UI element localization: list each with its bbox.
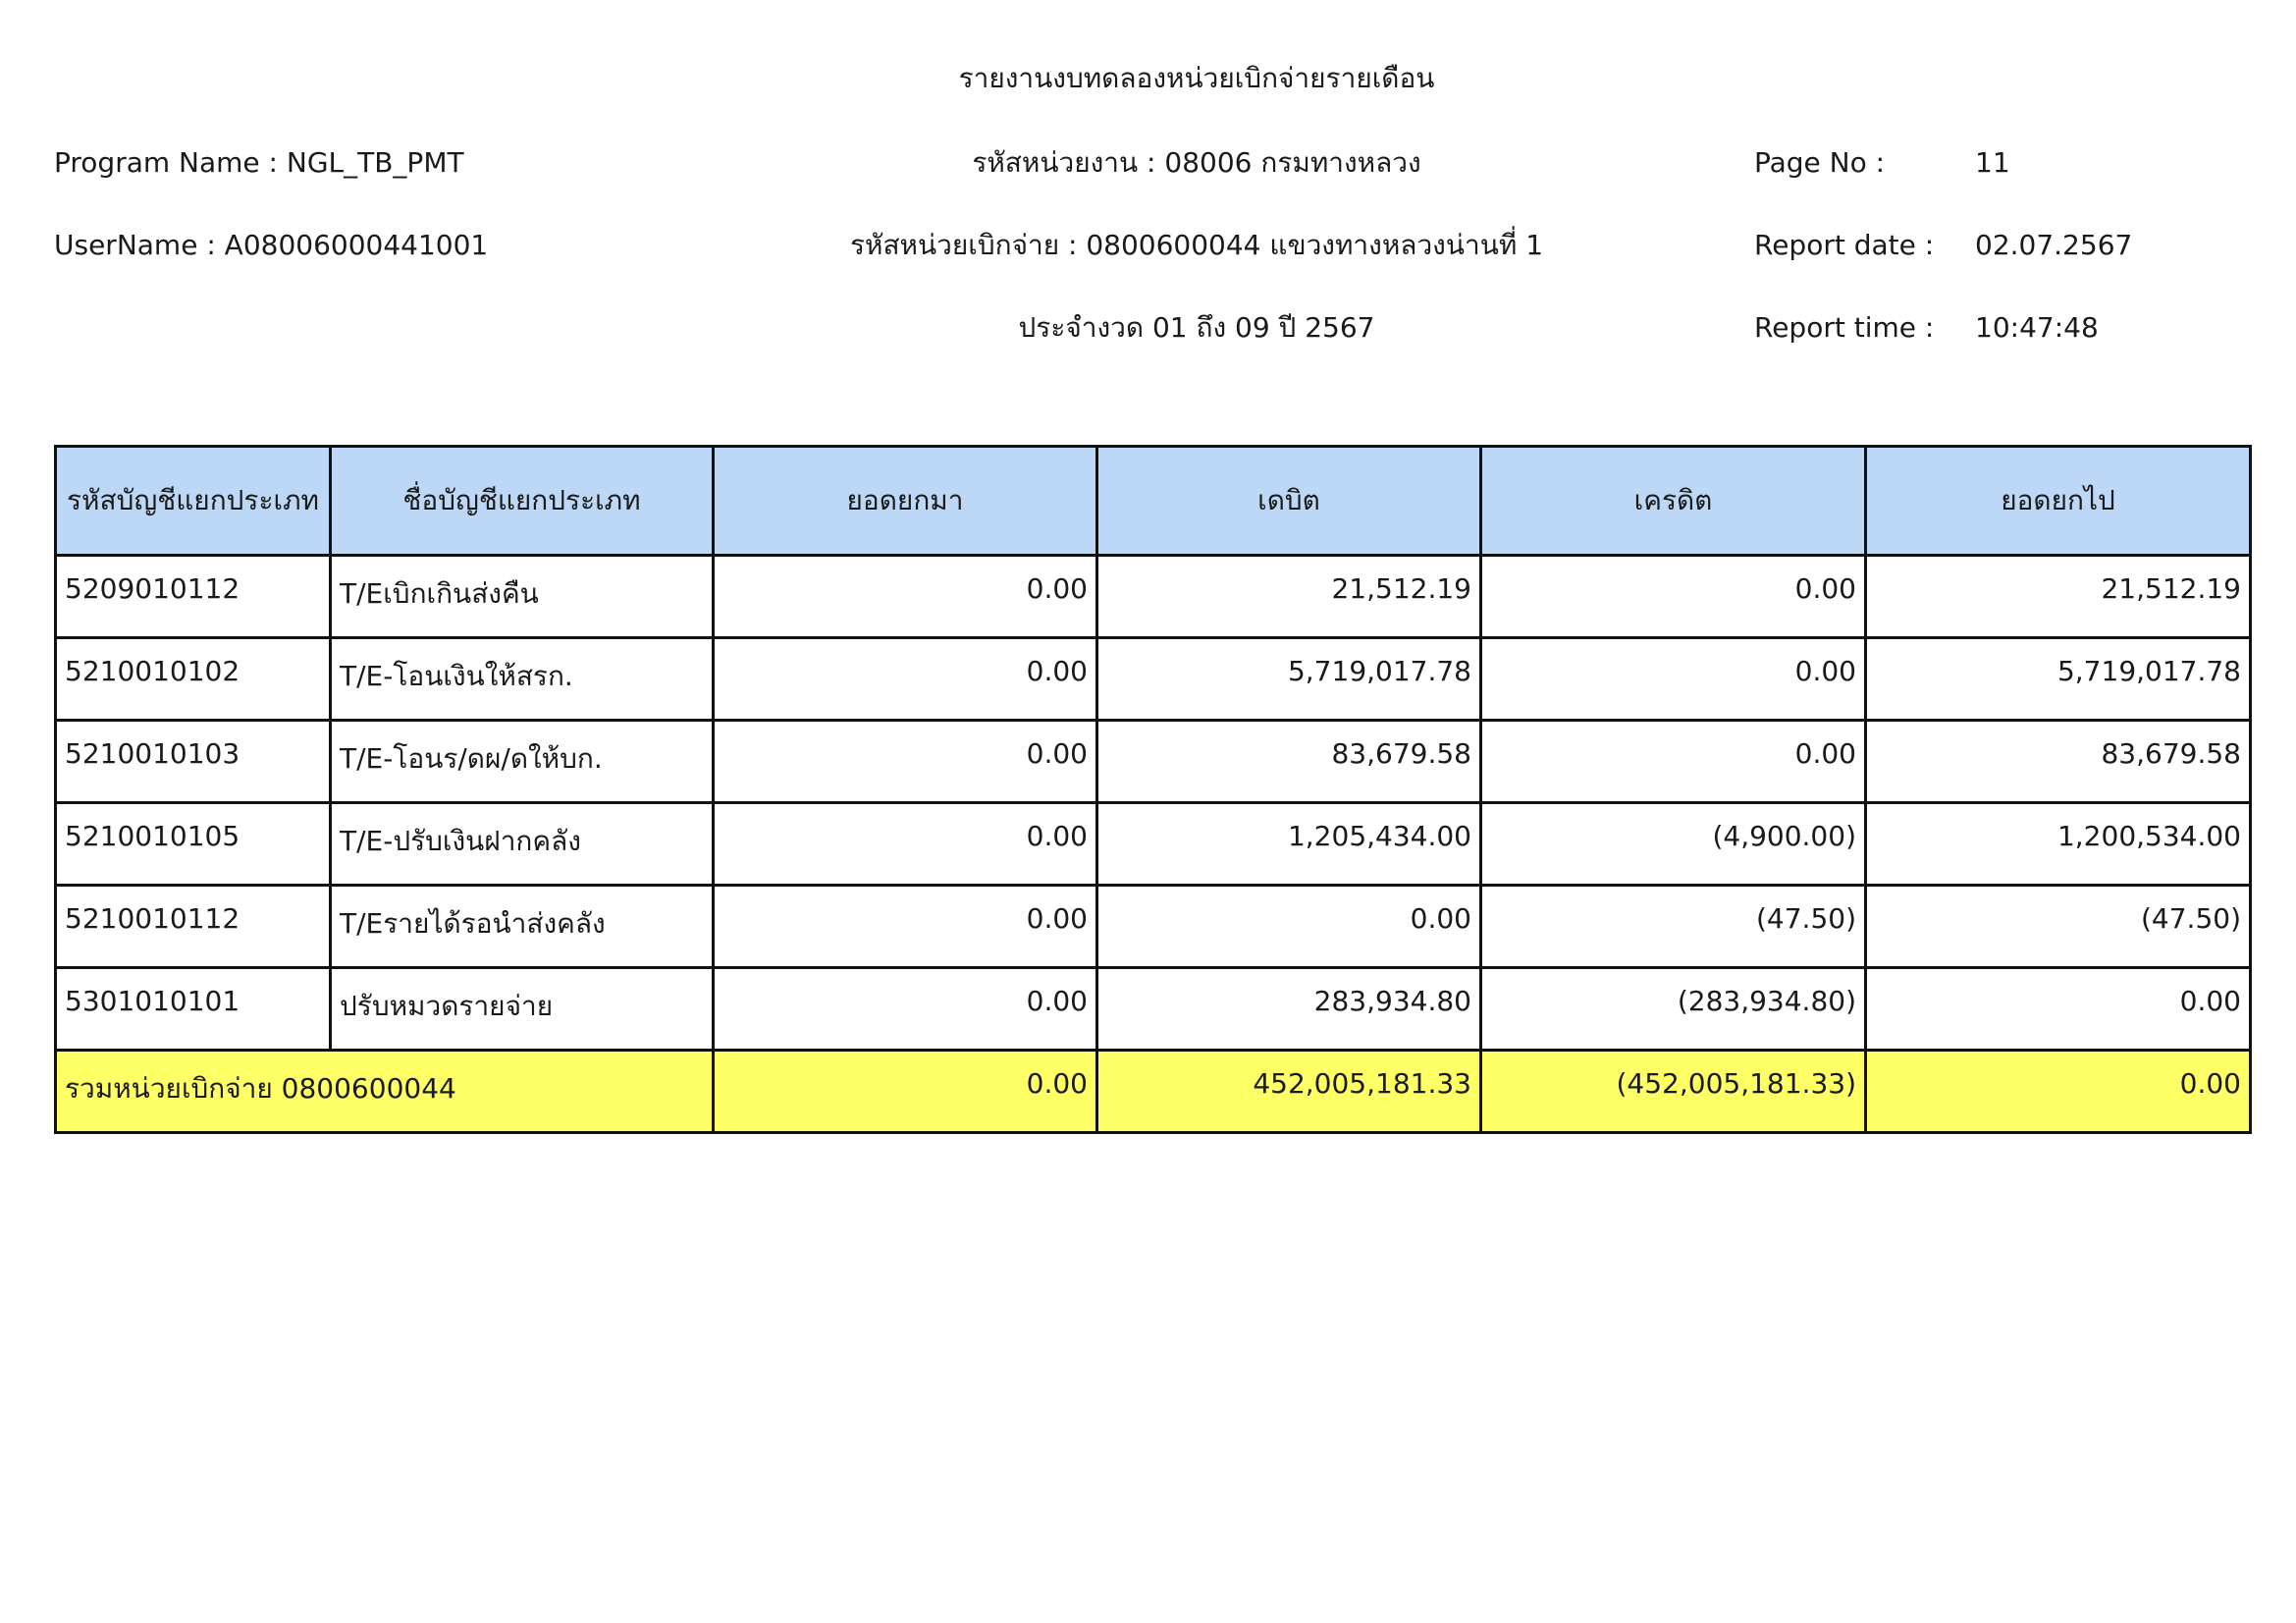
col-header-credit: เครดิต bbox=[1481, 447, 1866, 556]
total-brought-forward: 0.00 bbox=[714, 1051, 1097, 1133]
total-credit: (452,005,181.33) bbox=[1481, 1051, 1866, 1133]
table-row bbox=[56, 638, 2251, 721]
report-time-label: Report time : bbox=[1754, 311, 1935, 344]
col-header-carried-forward: ยอดยกไป bbox=[1866, 447, 2251, 556]
account-code: 5210010112 bbox=[56, 886, 331, 968]
credit: (47.50) bbox=[1481, 886, 1866, 968]
account-name: T/E-โอนร/ดผ/ดให้บก. bbox=[331, 721, 714, 803]
credit: (4,900.00) bbox=[1481, 803, 1866, 886]
account-name: T/Eรายได้รอนำส่งคลัง bbox=[331, 886, 714, 968]
col-header-account-name: ชื่อบัญชีแยกประเภท bbox=[331, 447, 714, 556]
agency-code: รหัสหน่วยงาน : 08006 กรมทางหลวง bbox=[972, 146, 1421, 179]
account-name: T/Eเบิกเกินส่งคืน bbox=[331, 556, 714, 638]
table-row bbox=[56, 803, 2251, 886]
account-code: 5210010103 bbox=[56, 721, 331, 803]
brought-forward: 0.00 bbox=[714, 886, 1097, 968]
report-date-label: Report date : bbox=[1754, 229, 1935, 261]
total-label: รวมหน่วยเบิกจ่าย 0800600044 bbox=[56, 1051, 714, 1133]
col-header-debit: เดบิต bbox=[1097, 447, 1481, 556]
brought-forward: 0.00 bbox=[714, 556, 1097, 638]
brought-forward: 0.00 bbox=[714, 721, 1097, 803]
account-name: T/E-ปรับเงินฝากคลัง bbox=[331, 803, 714, 886]
credit: (283,934.80) bbox=[1481, 968, 1866, 1051]
program-name: Program Name : NGL_TB_PMT bbox=[54, 146, 464, 179]
report-date-value: 02.07.2567 bbox=[1975, 229, 2133, 261]
account-code: 5210010102 bbox=[56, 638, 331, 721]
table-row bbox=[56, 721, 2251, 803]
debit: 1,205,434.00 bbox=[1097, 803, 1481, 886]
debit: 0.00 bbox=[1097, 886, 1481, 968]
page-no-label: Page No : bbox=[1754, 146, 1886, 179]
total-carried-forward: 0.00 bbox=[1866, 1051, 2251, 1133]
debit: 83,679.58 bbox=[1097, 721, 1481, 803]
account-code: 5209010112 bbox=[56, 556, 331, 638]
total-debit: 452,005,181.33 bbox=[1097, 1051, 1481, 1133]
carried-forward: 1,200,534.00 bbox=[1866, 803, 2251, 886]
report-period: ประจำงวด 01 ถึง 09 ปี 2567 bbox=[1018, 311, 1375, 344]
table-header-row bbox=[56, 447, 2251, 556]
page-no-value: 11 bbox=[1975, 146, 2010, 179]
account-name: T/E-โอนเงินให้สรก. bbox=[331, 638, 714, 721]
col-header-brought-forward: ยอดยกมา bbox=[714, 447, 1097, 556]
col-header-account-code: รหัสบัญชีแยกประเภท bbox=[56, 447, 331, 556]
debit: 283,934.80 bbox=[1097, 968, 1481, 1051]
account-code: 5210010105 bbox=[56, 803, 331, 886]
table-row bbox=[56, 968, 2251, 1051]
disbursing-unit: รหัสหน่วยเบิกจ่าย : 0800600044 แขวงทางหลวงน่านที่ 1 bbox=[849, 229, 1544, 261]
credit: 0.00 bbox=[1481, 638, 1866, 721]
debit: 5,719,017.78 bbox=[1097, 638, 1481, 721]
trial-balance-table bbox=[54, 445, 2252, 1134]
brought-forward: 0.00 bbox=[714, 638, 1097, 721]
table-row bbox=[56, 556, 2251, 638]
credit: 0.00 bbox=[1481, 721, 1866, 803]
carried-forward: 0.00 bbox=[1866, 968, 2251, 1051]
brought-forward: 0.00 bbox=[714, 968, 1097, 1051]
carried-forward: 21,512.19 bbox=[1866, 556, 2251, 638]
account-code: 5301010101 bbox=[56, 968, 331, 1051]
username: UserName : A08006000441001 bbox=[54, 229, 489, 261]
report-title: รายงานงบทดลองหน่วยเบิกจ่ายรายเดือน bbox=[958, 62, 1435, 94]
table-row bbox=[56, 886, 2251, 968]
debit: 21,512.19 bbox=[1097, 556, 1481, 638]
report-time-value: 10:47:48 bbox=[1975, 311, 2099, 344]
total-row bbox=[56, 1051, 2251, 1133]
carried-forward: (47.50) bbox=[1866, 886, 2251, 968]
credit: 0.00 bbox=[1481, 556, 1866, 638]
account-name: ปรับหมวดรายจ่าย bbox=[331, 968, 714, 1051]
carried-forward: 5,719,017.78 bbox=[1866, 638, 2251, 721]
carried-forward: 83,679.58 bbox=[1866, 721, 2251, 803]
brought-forward: 0.00 bbox=[714, 803, 1097, 886]
